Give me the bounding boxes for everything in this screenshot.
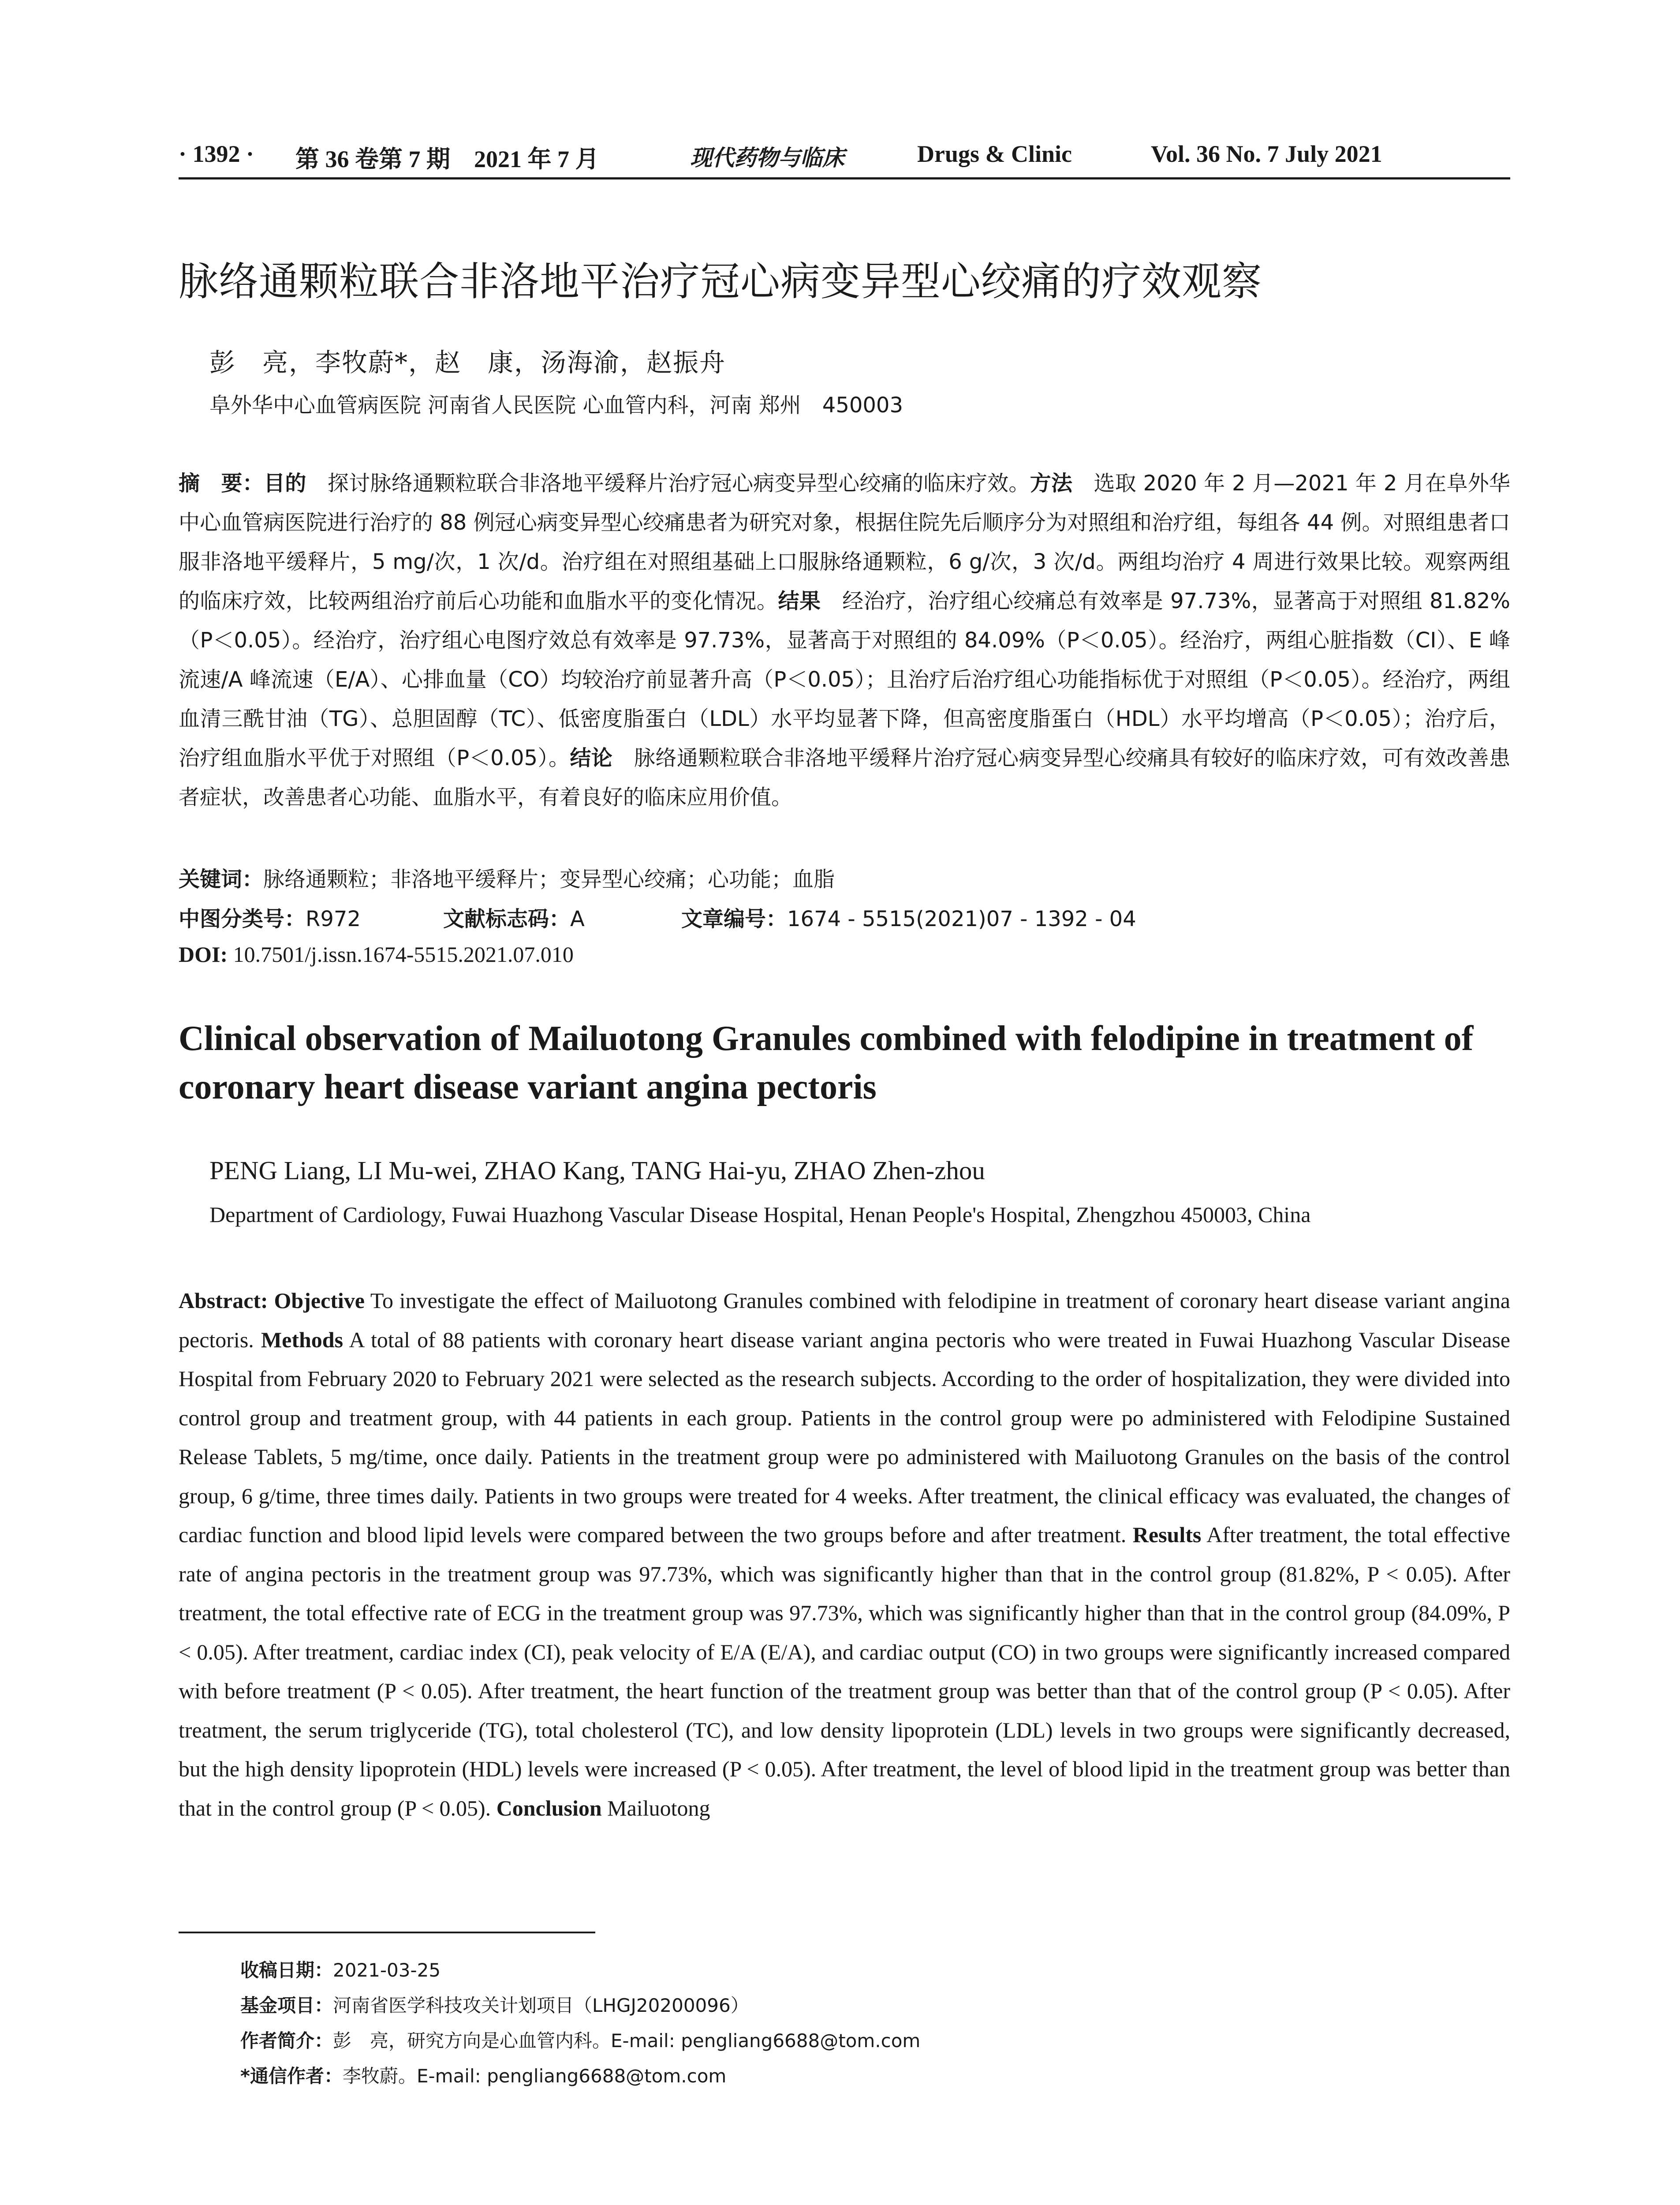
results-en: After treatment, the total effective rate of angina pectoris in the treatment group was 97.73%, which was significantly higher than that in the control group (81.82%, P < 0.05). After treatment, the total effective rate of ECG in the treatment group was 97.73%, which was significantly higher than that in the control group (84.09%, P < 0.05). After treatment, cardiac index (CI), peak velocity of E/A (E/A), and cardiac output (CO) in two groups were significantly increased compared with before treatment (P < 0.05). After treatment, the heart function of the treatment group was better than that of the control group (P < 0.05). After treatment, the serum triglyceride (TG), total cholesterol (TC), and low density lipoprotein (LDL) levels in two groups were significantly decreased, but the high density lipoprotein (HDL) levels were increased (P < 0.05). After treatment, the level of blood lipid in the treatment group was better than that in the control group (P < 0.05).: [179, 1522, 1510, 1820]
authors-zh: 彭 亮，李牧蔚*，赵 康，汤海渝，赵振舟: [209, 348, 726, 377]
received-date: 2021-03-25: [333, 1959, 441, 1981]
header-volume-zh: 第 36 卷第 7 期 2021 年 7 月: [295, 146, 599, 172]
header-journal-zh: 现代药物与临床: [690, 145, 844, 171]
doi-value[interactable]: 10.7501/j.issn.1674-5515.2021.07.010: [233, 942, 574, 967]
abstract-zh: [179, 464, 1510, 817]
doi-label: DOI:: [179, 942, 233, 967]
running-header: [179, 140, 1510, 176]
keywords-zh: [179, 862, 835, 893]
methods-zh: 选取 2020 年 2 月—2021 年 2 月在阜外华中心血管病医院进行治疗的 88 例冠心病变异型心绞痛患者为研究对象，根据住院先后顺序分为对照组和治疗组，每组各 44 例。对照组患者口服非洛地平缓释片，5 mg/次，1 次/d。治疗组在对照组基础上口服脉络通颗粒，6 g/次，3 次/d。两组均治疗 4 周进行效果比较。观察两组的临床疗效，比较两组治疗前后心功能和血脂水平的变化情况。: [179, 471, 1510, 613]
objective-en-label: Objective: [274, 1288, 365, 1313]
footnote-received: [240, 1956, 441, 1982]
abstract-en-label: Abstract:: [179, 1288, 274, 1313]
results-en-label: Results: [1132, 1522, 1202, 1547]
clc-label: 中图分类号：: [179, 907, 306, 931]
article-number-label: 文章编号：: [681, 907, 788, 931]
footnote-rule: [179, 1932, 595, 1933]
footnote-fund: [240, 1991, 749, 2018]
methods-en-label: Methods: [261, 1327, 343, 1352]
keywords-zh-text: 脉络通颗粒；非洛地平缓释片；变异型心绞痛；心功能；血脂: [263, 867, 835, 892]
affiliation-zh: 阜外华中心血管病医院 河南省人民医院 心血管内科，河南 郑州 450003: [209, 393, 903, 418]
conclusion-zh-label: 结论: [570, 746, 613, 770]
header-volume-en: Vol. 36 No. 7 July 2021: [1151, 141, 1382, 167]
author-bio-label: 作者简介：: [240, 2030, 333, 2052]
clc-value: R972: [306, 907, 361, 931]
title-zh: 脉络通颗粒联合非洛地平治疗冠心病变异型心绞痛的疗效观察: [179, 258, 1262, 305]
keywords-zh-label: 关键词：: [179, 867, 264, 892]
classification-line: [179, 902, 1136, 932]
footnote-corresponding: [240, 2062, 726, 2088]
doi-line: [179, 942, 574, 967]
authors-en: PENG Liang, LI Mu-wei, ZHAO Kang, TANG Hai-yu, ZHAO Zhen-zhou: [209, 1156, 985, 1185]
objective-zh-label: 目的: [264, 471, 306, 496]
objective-en: To investigate the effect of Mailuotong Granules combined with felodipine in treatment of coronary heart disease variant angina pectoris.: [179, 1288, 1510, 1352]
doc-code-value: A: [570, 907, 585, 931]
objective-zh: 探讨脉络通颗粒联合非洛地平缓释片治疗冠心病变异型心绞痛的临床疗效。: [306, 471, 1030, 496]
header-journal-en: Drugs & Clinic: [917, 141, 1072, 167]
footnote-author: [240, 2026, 920, 2053]
results-zh: 经治疗，治疗组心绞痛总有效率是 97.73%，显著高于对照组 81.82%（P＜0.05）。经治疗，治疗组心电图疗效总有效率是 97.73%，显著高于对照组的 84.09%（P＜0.05）。经治疗，两组心脏指数（CI）、E 峰流速/A 峰流速（E/A）、心排血量（CO）均较治疗前显著升高（P＜0.05）；且治疗后治疗组心功能指标优于对照组（P＜0.05）。经治疗，两组血清三酰甘油（TG）、总胆固醇（TC）、低密度脂蛋白（LDL）水平均显著下降，但高密度脂蛋白（HDL）水平均增高（P＜0.05）；治疗后，治疗组血脂水平优于对照组（P＜0.05）。: [179, 589, 1510, 770]
methods-en: A total of 88 patients with coronary heart disease variant angina pectoris who were treated in Fuwai Huazhong Vascular Disease Hospital from February 2020 to February 2021 were selected as the research subjects. According to the order of hospitalization, they were divided into control group and treatment group, with 44 patients in each group. Patients in the control group were po administered with Felodipine Sustained Release Tablets, 5 mg/time, once daily. Patients in the treatment group were po administered with Mailuotong Granules on the basis of the control group, 6 g/time, three times daily. Patients in two groups were treated for 4 weeks. After treatment, the clinical efficacy was evaluated, the changes of cardiac function and blood lipid levels were compared between the two groups before and after treatment.: [179, 1327, 1510, 1547]
abstract-zh-label: 摘 要：: [179, 471, 264, 496]
methods-zh-label: 方法: [1030, 471, 1073, 496]
conclusion-zh: 脉络通颗粒联合非洛地平缓释片治疗冠心病变异型心绞痛具有较好的临床疗效，可有效改善患者症状，改善患者心功能、血脂水平，有着良好的临床应用价值。: [179, 746, 1510, 810]
doc-code-label: 文献标志码：: [443, 907, 571, 931]
corresponding-text: 李牧蔚。E-mail: pengliang6688@tom.com: [342, 2065, 727, 2087]
results-zh-label: 结果: [778, 589, 821, 613]
corresponding-label: *通信作者：: [240, 2065, 343, 2087]
received-label: 收稿日期：: [240, 1959, 333, 1981]
header-page-number: · 1392 ·: [179, 141, 254, 167]
affiliation-en: Department of Cardiology, Fuwai Huazhong Vascular Disease Hospital, Henan People's Hospital, Zhengzhou 450003, China: [209, 1202, 1311, 1227]
conclusion-en-label: Conclusion: [496, 1795, 602, 1820]
conclusion-en: Mailuotong: [601, 1795, 710, 1820]
fund-text: 河南省医学科技攻关计划项目（LHGJ20200096）: [333, 1995, 749, 2016]
author-bio-text: 彭 亮，研究方向是心血管内科。E-mail: pengliang6688@tom.com: [333, 2030, 921, 2052]
title-en: Clinical observation of Mailuotong Granules combined with felodipine in treatment of coronary heart disease variant angina pectoris: [179, 1019, 1474, 1106]
fund-label: 基金项目：: [240, 1995, 333, 2016]
abstract-en: [179, 1281, 1510, 1828]
header-rule: [179, 177, 1510, 179]
article-number-value: 1674 - 5515(2021)07 - 1392 - 04: [787, 907, 1136, 931]
